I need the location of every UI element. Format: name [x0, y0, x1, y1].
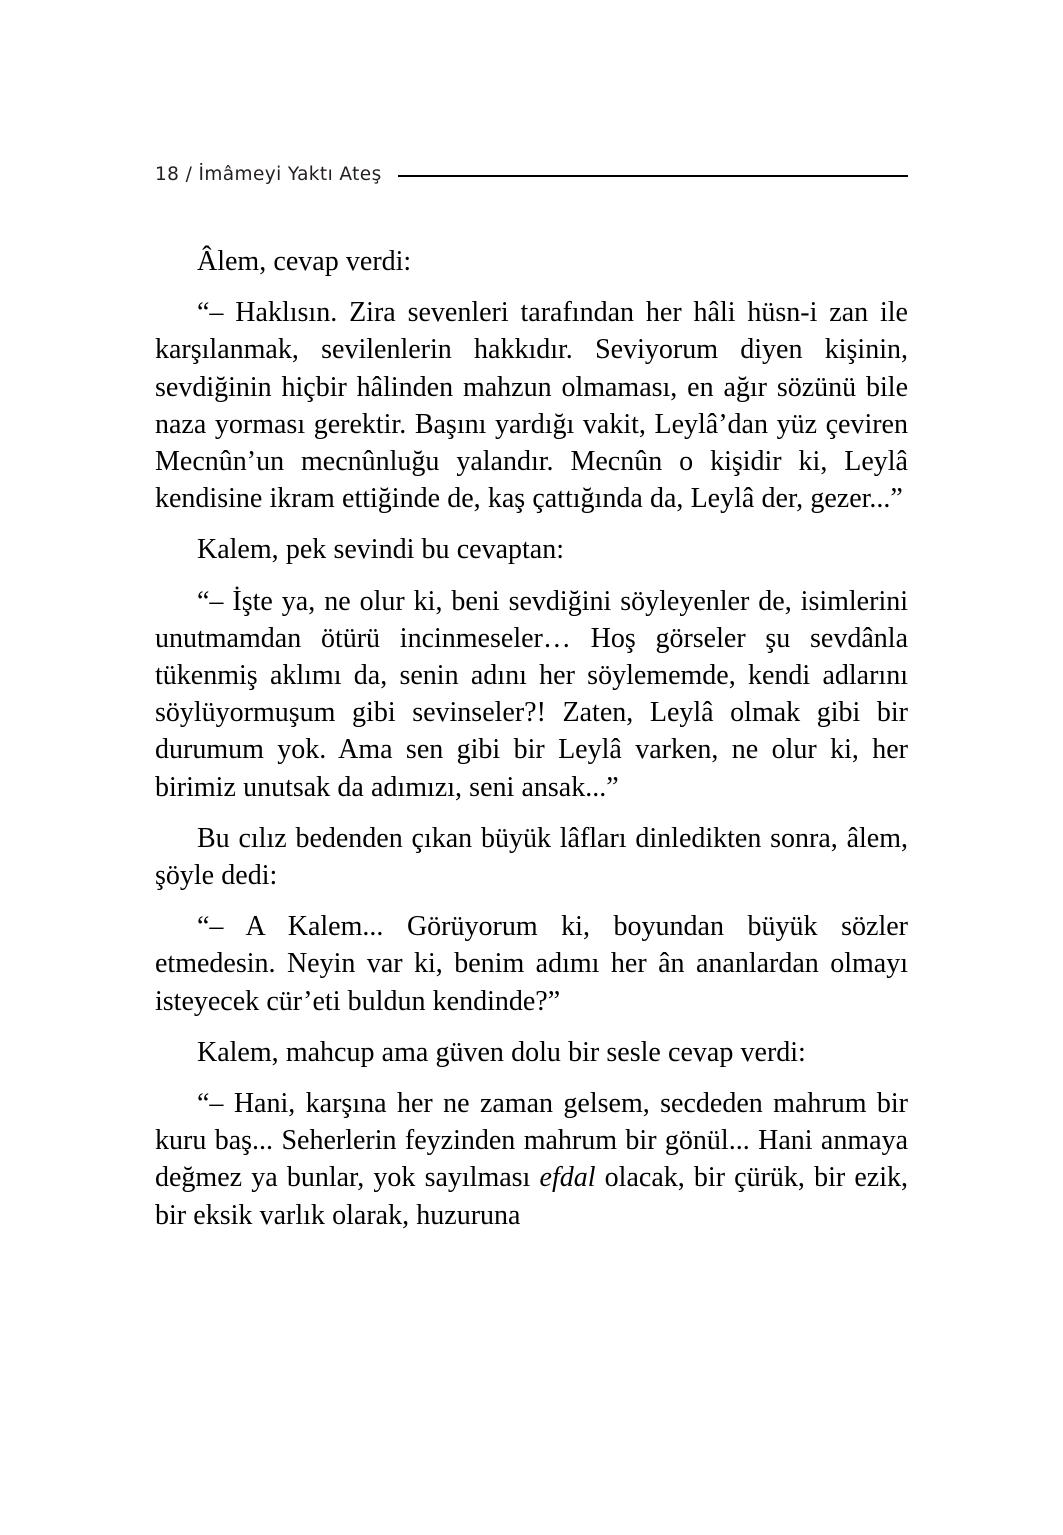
paragraph: Bu cılız bedenden çıkan büyük lâfları dinledikten sonra, âlem, şöyle dedi:: [155, 822, 908, 892]
paragraph: [155, 1085, 908, 1234]
emphasized-word: efdal: [539, 1162, 596, 1194]
running-header: [155, 160, 908, 190]
body-text-block: [155, 243, 908, 1234]
paragraph: “– İşte ya, ne olur ki, beni sevdiğini söyleyenler de, isimlerini unutmamdan ötürü incinmeseler… Hoş görseler şu sevdânla tükenmiş aklımı da, senin adını her söylememde, kendi adlarını söylüyormuşum gibi sevinseler?! Zaten, Leylâ olmak gibi bir durumum yok. Ama sen gibi bir Leylâ varken, ne olur ki, her birimiz unutsak da adımızı, seni ansak...”: [155, 585, 908, 803]
header-title: 18 / İmâmeyi Yaktı Ateş: [155, 164, 382, 185]
paragraph: Kalem, mahcup ama güven dolu bir sesle cevap verdi:: [197, 1036, 806, 1068]
paragraph: Âlem, cevap verdi:: [197, 246, 412, 277]
paragraph-text-segment: “– Hani, karşına her ne zaman gelsem, secdeden mahrum bir kuru baş... Seherlerin feyzinden mahrum bir gönül... Hani anmaya değmez ya bunlar, yok sayılması: [155, 1088, 908, 1194]
paragraph: Kalem, pek sevindi bu cevaptan:: [197, 534, 565, 566]
paragraph: “– Haklısın. Zira sevenleri tarafından her hâli hüsn-i zan ile karşılanmak, sevilenlerin hakkıdır. Seviyorum diyen kişinin, sevdiğinin hiçbir hâlinden mahzun olmaması, en ağır sözünü bile naza yorması gerektir. Başını yardığı vakit, Leylâ’dan yüz çeviren Mecnûn’un mecnûnluğu yalandır. Mecnûn o kişidir ki, Leylâ kendisine ikram ettiğinde de, kaş çattığında da, Leylâ der, gezer...”: [155, 297, 908, 515]
paragraph: “– A Kalem... Görüyorum ki, boyundan büyük sözler etmedesin. Neyin var ki, benim adımı her ân ananlardan olmayı isteyecek cür’eti buldun kendinde?”: [155, 911, 908, 1017]
header-rule: [398, 175, 908, 177]
paragraph-text-segment: olacak, bir çürük, bir ezik, bir eksik varlık olarak, huzuruna: [155, 1162, 909, 1231]
